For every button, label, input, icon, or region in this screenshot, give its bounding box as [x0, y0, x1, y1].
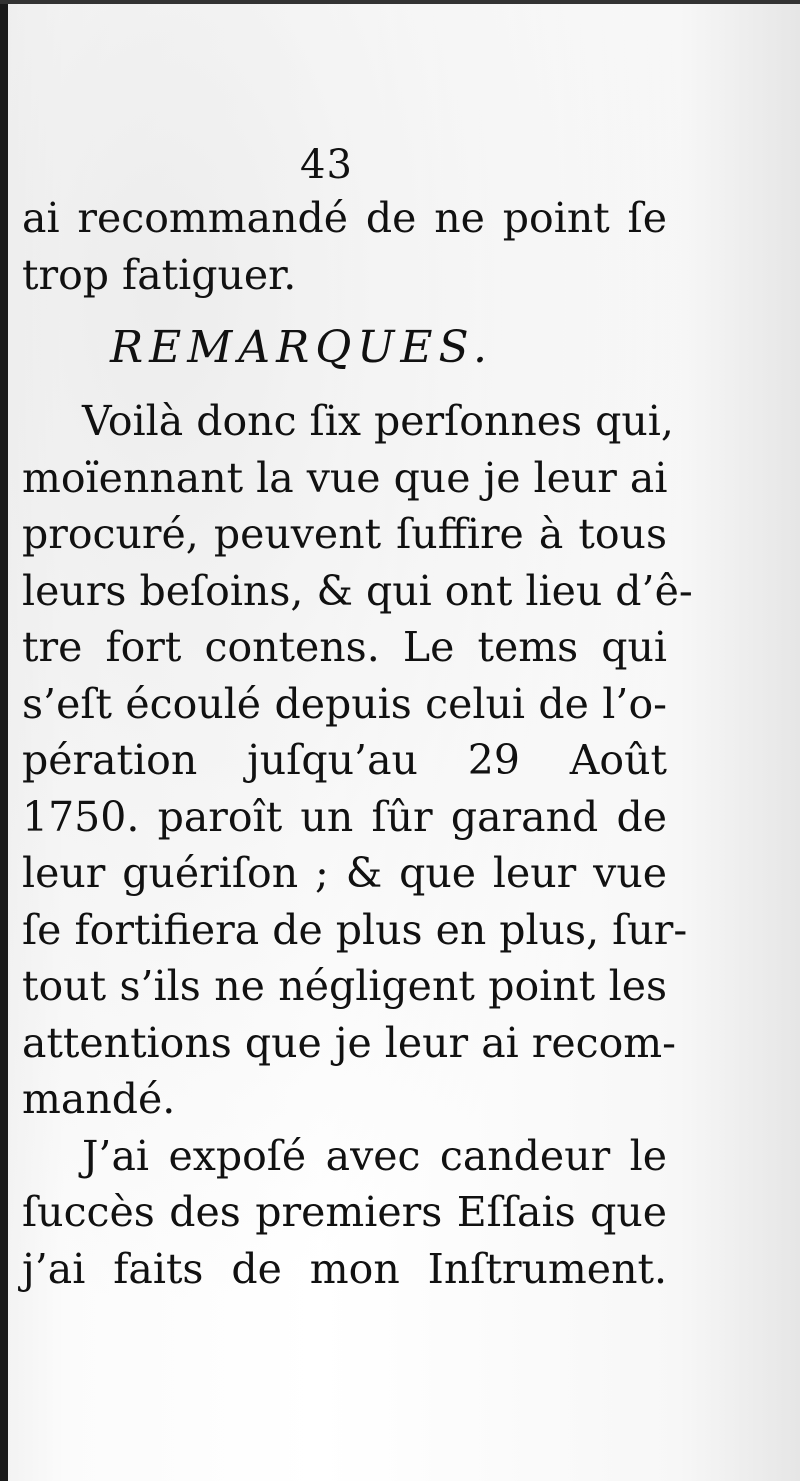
paragraph-remarques [22, 393, 693, 1128]
text-line: ſe fortifiera de plus en plus, ſur- [22, 905, 688, 954]
text-line: tre fort contens. Le tems qui [22, 623, 667, 671]
paragraph-conclusion [22, 1128, 667, 1298]
text-line: leurs beſoins, & qui ont lieu d’ê- [22, 566, 693, 615]
page-number: 43 [300, 142, 353, 188]
text-line: ſuccès des premiers Eſſais que [22, 1188, 667, 1236]
text-line: leur guériſon ; & que leur vue [22, 849, 667, 897]
section-heading: REMARQUES. [110, 322, 494, 373]
text-line: j’ai faits de mon Inſtrument. [22, 1244, 667, 1293]
text-line: 1750. paroît un ſûr garand de [22, 792, 667, 841]
text-line: moïennant la vue que je leur ai [22, 453, 668, 502]
text-line: procuré, peuvent ſuffire à tous [22, 510, 667, 558]
text-line: attentions que je leur ai recom- [22, 1018, 677, 1067]
text-line: mandé. [22, 1075, 176, 1123]
text-line: trop fatiguer. [22, 250, 297, 299]
page-edge-top [0, 0, 800, 4]
text-line: pération juſqu’au 29 Août [22, 736, 667, 784]
text-line: s’eſt écoulé depuis celui de l’o- [22, 679, 667, 728]
page-edge-left [0, 0, 8, 1481]
text-line: tout s’ils ne négligent point les [22, 962, 667, 1010]
text-line: Voilà donc ſix perſonnes qui, [82, 397, 674, 445]
text-block [22, 190, 693, 1297]
text-line: J’ai expoſé avec candeur le [82, 1131, 667, 1180]
text-line: ai recommandé de ne point ſe [22, 194, 667, 242]
continued-paragraph [22, 190, 667, 303]
